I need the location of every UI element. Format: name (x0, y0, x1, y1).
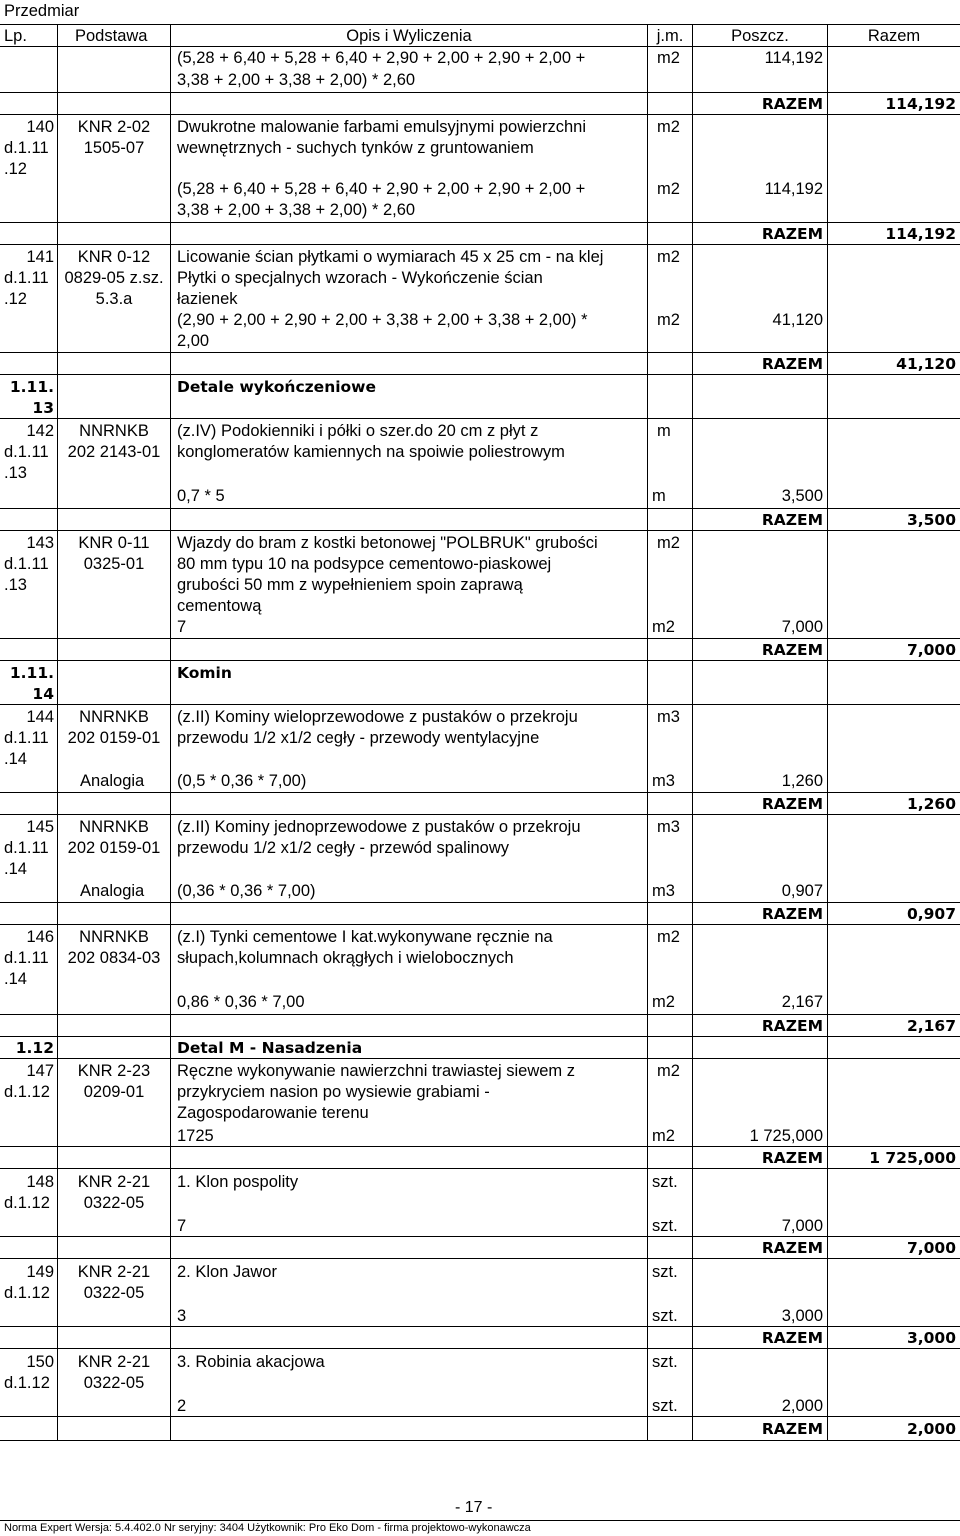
item-description: (z.IV) Podokienniki i półki o szer.do 20 cm z płyt z (177, 422, 539, 440)
rule (0, 792, 960, 793)
calculation: 7 (177, 618, 187, 636)
rule (0, 222, 960, 223)
item-description: Ręczne wykonywanie nawierzchni trawiastej siewem z (177, 1062, 575, 1080)
basis-code: 0829-05 z.sz. (64, 269, 164, 287)
basis-code: 202 2143-01 (67, 443, 161, 461)
calculation: 1725 (177, 1127, 214, 1145)
item-number: d.1.11 (4, 139, 49, 157)
razem-label: RAZEM (761, 1017, 823, 1035)
calculation: 0,7 * 5 (177, 487, 225, 505)
analogy-label: Analogia (80, 882, 145, 900)
rule (0, 352, 960, 353)
basis-code: NNRNKB (79, 818, 149, 836)
item-description: Licowanie ścian płytkami o wymiarach 45 x 25 cm - na klej (177, 248, 604, 266)
item-number: .14 (4, 860, 27, 878)
razem-value: 1,260 (906, 795, 956, 813)
item-description: grubości 50 mm z wypełnieniem spoin zaprawą (177, 576, 523, 594)
calculation: (5,28 + 6,40 + 5,28 + 6,40 + 2,90 + 2,00 + 2,90 + 2,00 + (177, 180, 586, 198)
column-divider (170, 24, 171, 1440)
item-description: 80 mm typu 10 na podsypce cementowo-piaskowej (177, 555, 552, 573)
item-description: Wjazdy do bram z kostki betonowej "POLBRUK" grubości (177, 534, 598, 552)
razem-value: 2,167 (906, 1017, 956, 1035)
unit: m2 (657, 1062, 680, 1080)
header-jm: j.m. (656, 27, 684, 45)
basis-code: NNRNKB (79, 708, 149, 726)
item-description: Dwukrotne malowanie farbami emulsyjnymi powierzchni (177, 118, 586, 136)
section-number: 13 (32, 399, 54, 417)
unit: m2 (657, 248, 680, 266)
item-number: d.1.11 (4, 555, 49, 573)
basis-code: 202 0159-01 (67, 839, 161, 857)
razem-label: RAZEM (761, 511, 823, 529)
razem-value: 114,192 (885, 225, 956, 243)
razem-label: RAZEM (761, 1149, 823, 1167)
basis-code: 202 0159-01 (67, 729, 161, 747)
header-lp: Lp. (4, 27, 27, 45)
razem-label: RAZEM (761, 641, 823, 659)
unit: szt. (652, 1353, 678, 1371)
unit: m2 (657, 311, 680, 329)
rule (0, 1326, 960, 1327)
item-number: .13 (4, 464, 27, 482)
razem-label: RAZEM (761, 95, 823, 113)
rule (0, 1058, 960, 1059)
item-number: 149 (26, 1263, 54, 1281)
unit: m2 (657, 180, 680, 198)
item-description: wewnętrznych - suchych tynków z gruntowaniem (177, 139, 534, 157)
rule (0, 638, 960, 639)
razem-label: RAZEM (761, 225, 823, 243)
quantity: 1 725,000 (749, 1127, 823, 1145)
razem-value: 0,907 (906, 905, 956, 923)
basis-code: KNR 2-23 (77, 1062, 151, 1080)
calculation: 7 (177, 1217, 187, 1235)
item-number: 142 (26, 422, 54, 440)
item-description: 3. Robinia akacjowa (177, 1353, 325, 1371)
item-number: d.1.11 (4, 949, 49, 967)
razem-value: 41,120 (896, 355, 956, 373)
footer-rule (0, 1520, 960, 1521)
calculation: (2,90 + 2,00 + 2,90 + 2,00 + 3,38 + 2,00 + 3,38 + 2,00) * (177, 311, 588, 329)
item-description: (z.II) Kominy wieloprzewodowe z pustaków o przekroju (177, 708, 578, 726)
item-number: .13 (4, 576, 27, 594)
section-number: 14 (32, 685, 54, 703)
header-razem: Razem (867, 27, 921, 45)
item-number: 145 (26, 818, 54, 836)
footer-text: Norma Expert Wersja: 5.4.402.0 Nr seryjny: 3404 Użytkownik: Pro Eko Dom - firma projektowo-wykonawcza (4, 1522, 531, 1534)
calculation: (0,5 * 0,36 * 7,00) (177, 772, 307, 790)
unit: m3 (657, 708, 680, 726)
item-number: 144 (26, 708, 54, 726)
unit: szt. (652, 1173, 678, 1191)
razem-value: 1 725,000 (869, 1149, 956, 1167)
item-description: Zagospodarowanie terenu (177, 1104, 369, 1122)
unit: m (657, 422, 671, 440)
section-number: 1.11. (9, 664, 54, 682)
rule (0, 814, 960, 815)
rule (0, 1258, 960, 1259)
razem-label: RAZEM (761, 355, 823, 373)
rule (0, 46, 960, 47)
unit: m2 (657, 49, 680, 67)
calculation: 3 (177, 1307, 187, 1325)
section-number: 1.12 (15, 1039, 54, 1057)
rule (0, 660, 960, 661)
item-description: przykryciem nasion po wysiewie grabiami - (177, 1083, 490, 1101)
calculation: 3,38 + 2,00 + 3,38 + 2,00) * 2,60 (177, 71, 416, 89)
rule (0, 902, 960, 903)
item-description: (z.I) Tynki cementowe I kat.wykonywane ręcznie na (177, 928, 553, 946)
quantity: 41,120 (772, 311, 823, 329)
unit: m2 (652, 993, 675, 1011)
unit: m3 (657, 818, 680, 836)
rule (0, 1168, 960, 1169)
item-number: 150 (26, 1353, 54, 1371)
unit: szt. (652, 1217, 678, 1235)
razem-value: 7,000 (906, 1239, 956, 1257)
razem-label: RAZEM (761, 1420, 823, 1438)
basis-code: KNR 2-21 (77, 1353, 151, 1371)
section-title: Detal M - Nasadzenia (177, 1039, 363, 1057)
basis-code: KNR 0-11 (78, 534, 150, 552)
item-number: d.1.12 (4, 1083, 50, 1101)
basis-code: KNR 2-21 (77, 1263, 151, 1281)
rule (0, 114, 960, 115)
calculation: 2 (177, 1397, 187, 1415)
rule (0, 924, 960, 925)
item-number: .14 (4, 750, 27, 768)
rule (0, 1036, 960, 1037)
razem-label: RAZEM (761, 1239, 823, 1257)
rule (0, 1014, 960, 1015)
rule (0, 508, 960, 509)
unit: m3 (652, 772, 675, 790)
item-number: 146 (26, 928, 54, 946)
razem-label: RAZEM (761, 905, 823, 923)
razem-label: RAZEM (761, 795, 823, 813)
unit: szt. (652, 1263, 678, 1281)
rule (0, 1348, 960, 1349)
quantity: 7,000 (781, 618, 823, 636)
calculation: 0,86 * 0,36 * 7,00 (177, 993, 305, 1011)
item-number: d.1.12 (4, 1284, 50, 1302)
item-number: d.1.11 (4, 839, 49, 857)
basis-code: 0209-01 (83, 1083, 145, 1101)
unit: m3 (652, 882, 675, 900)
item-number: d.1.11 (4, 269, 49, 287)
analogy-label: Analogia (80, 772, 145, 790)
item-number: 140 (26, 118, 54, 136)
razem-value: 3,500 (906, 511, 956, 529)
unit: m (652, 487, 666, 505)
basis-code: 0322-05 (83, 1284, 145, 1302)
item-number: 141 (26, 248, 54, 266)
basis-code: 0322-05 (83, 1194, 145, 1212)
basis-code: 202 0834-03 (67, 949, 161, 967)
item-number: 143 (26, 534, 54, 552)
section-title: Detale wykończeniowe (177, 378, 377, 396)
quantity: 0,907 (781, 882, 823, 900)
unit: m2 (657, 928, 680, 946)
razem-value: 2,000 (906, 1420, 956, 1438)
rule (0, 530, 960, 531)
rule (0, 374, 960, 375)
item-number: d.1.12 (4, 1374, 50, 1392)
item-description: (z.II) Kominy jednoprzewodowe z pustaków o przekroju (177, 818, 581, 836)
item-description: cementową (177, 597, 262, 615)
basis-code: KNR 2-21 (77, 1173, 151, 1191)
quantity: 7,000 (781, 1217, 823, 1235)
item-number: d.1.12 (4, 1194, 50, 1212)
quantity: 3,000 (781, 1307, 823, 1325)
header-poszcz: Poszcz. (731, 27, 789, 45)
rule (0, 704, 960, 705)
section-number: 1.11. (9, 378, 54, 396)
razem-value: 3,000 (906, 1329, 956, 1347)
basis-code: 0325-01 (83, 555, 145, 573)
calculation: 3,38 + 2,00 + 3,38 + 2,00) * 2,60 (177, 201, 416, 219)
calculation: 2,00 (177, 332, 210, 350)
basis-code: NNRNKB (79, 928, 149, 946)
rule (0, 1146, 960, 1147)
item-number: .12 (4, 290, 27, 308)
item-description: przewodu 1/2 x1/2 cegły - przewód spalinowy (177, 839, 510, 857)
basis-code: KNR 2-02 (77, 118, 151, 136)
quantity: 2,167 (781, 993, 823, 1011)
unit: m2 (657, 534, 680, 552)
razem-value: 7,000 (906, 641, 956, 659)
razem-value: 114,192 (885, 95, 956, 113)
quantity: 114,192 (764, 49, 823, 67)
item-number: 148 (26, 1173, 54, 1191)
quantity: 114,192 (764, 180, 823, 198)
rule (0, 1236, 960, 1237)
basis-code: KNR 0-12 (77, 248, 151, 266)
quantity: 2,000 (781, 1397, 823, 1415)
document-title: Przedmiar (4, 2, 80, 20)
item-number: d.1.11 (4, 729, 49, 747)
page-number: - 17 - (455, 1499, 493, 1516)
unit: m2 (657, 118, 680, 136)
header-opis: Opis i Wyliczenia (346, 27, 472, 45)
basis-code: NNRNKB (79, 422, 149, 440)
razem-label: RAZEM (761, 1329, 823, 1347)
basis-code: 0322-05 (83, 1374, 145, 1392)
item-description: 1. Klon pospolity (177, 1173, 299, 1191)
item-description: 2. Klon Jawor (177, 1263, 277, 1281)
calculation: (0,36 * 0,36 * 7,00) (177, 882, 316, 900)
basis-code: 1505-07 (83, 139, 145, 157)
item-number: .14 (4, 970, 27, 988)
item-number: d.1.11 (4, 443, 49, 461)
item-description: konglomeratów kamiennych na spoiwie poliestrowym (177, 443, 565, 461)
rule (0, 244, 960, 245)
section-title: Komin (177, 664, 232, 682)
rule (0, 418, 960, 419)
basis-code: 5.3.a (95, 290, 133, 308)
unit: m2 (652, 1127, 675, 1145)
column-divider (647, 24, 648, 1440)
unit: szt. (652, 1307, 678, 1325)
rule (0, 24, 960, 25)
calculation: (5,28 + 6,40 + 5,28 + 6,40 + 2,90 + 2,00 + 2,90 + 2,00 + (177, 49, 586, 67)
rule (0, 1440, 960, 1441)
rule (0, 92, 960, 93)
item-description: przewodu 1/2 x1/2 cegły - przewody wentylacyjne (177, 729, 540, 747)
item-number: .12 (4, 160, 27, 178)
unit: szt. (652, 1397, 678, 1415)
rule (0, 1416, 960, 1417)
quantity: 1,260 (781, 772, 823, 790)
quantity: 3,500 (781, 487, 823, 505)
item-description: Płytki o specjalnych wzorach - Wykończenie ścian (177, 269, 543, 287)
item-description: słupach,kolumnach okrągłych i wielobocznych (177, 949, 514, 967)
item-description: łazienek (177, 290, 238, 308)
unit: m2 (652, 618, 675, 636)
header-podstawa: Podstawa (75, 27, 148, 45)
item-number: 147 (26, 1062, 54, 1080)
